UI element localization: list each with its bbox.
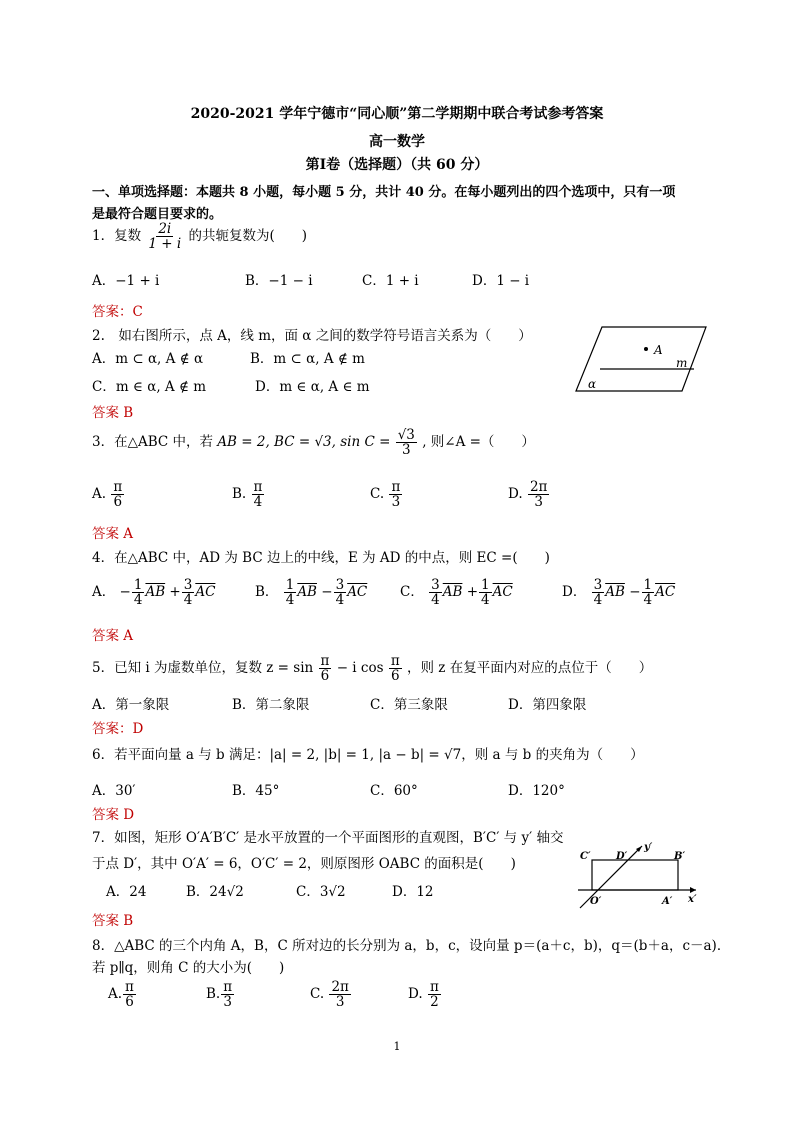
label-d-prime: D′ xyxy=(616,851,628,862)
page-number: 1 xyxy=(393,1040,401,1053)
q6-answer: 答案 D xyxy=(92,807,135,823)
q4-d-label: D． xyxy=(562,584,587,601)
q4-a-label: A． xyxy=(92,584,116,601)
q8-d-num: π xyxy=(429,979,439,995)
q8-option-a xyxy=(108,980,137,1009)
q2-option-c: C．m ∈ α, A ∉ m xyxy=(92,379,207,395)
q5-option-d: D．第四象限 xyxy=(508,697,587,713)
label-b-prime: B′ xyxy=(674,851,686,862)
q4-answer: 答案 A xyxy=(92,628,134,644)
q8-option-d xyxy=(408,980,442,1009)
q3-c-label: C. xyxy=(370,486,385,503)
page-subtitle: 高一数学 xyxy=(369,134,425,150)
q7-stem-line2: 于点 D′，其中 O′A′ = 6，O′C′ = 2，则原图形 OABC 的面积是( ) xyxy=(92,856,516,872)
q6-option-d: D．120° xyxy=(508,783,565,799)
q2-option-a: A．m ⊂ α, A ∉ α xyxy=(92,351,204,367)
instructions-line2: 是最符合题目要求的。 xyxy=(92,207,223,222)
q1-option-c: C．1 + i xyxy=(362,273,419,289)
q3-condition: AB = 2, BC = √3, sin C = xyxy=(217,434,391,451)
q8-c-num: 2π xyxy=(331,979,349,995)
q8-a-label: A. xyxy=(108,986,123,1003)
q8-b-num: π xyxy=(223,979,233,995)
q5-option-b: B．第二象限 xyxy=(232,697,310,713)
q8-stem-line1: 8．△ABC 的三个内角 A，B，C 所对边的长分别为 a，b，c，设向量 p＝(a＋c，b)，q＝(b＋a，c－a)． xyxy=(92,938,731,954)
q1-option-a: A．−1 + i xyxy=(92,273,160,289)
q4-a-d1: 4 xyxy=(133,592,143,609)
q3-option-b xyxy=(232,480,265,509)
q7-oblique-figure xyxy=(574,838,700,912)
q3-answer: 答案 A xyxy=(92,526,134,542)
q4-d-n2: 1 xyxy=(643,577,653,593)
q4-c-d1: 4 xyxy=(431,592,440,609)
point-a-label: A xyxy=(654,343,663,357)
q3-d-num: 2π xyxy=(529,479,548,495)
q8-option-b xyxy=(206,980,235,1009)
q3-d-den: 3 xyxy=(534,494,543,511)
q1-fraction xyxy=(146,222,183,251)
q3-option-d xyxy=(508,480,550,509)
q7-option-d: D．12 xyxy=(392,884,434,900)
q3-a-den: 6 xyxy=(113,494,123,511)
label-o-prime: O′ xyxy=(590,896,602,907)
q5-frac1-num: π xyxy=(320,653,330,669)
q4-c-n1: 3 xyxy=(431,577,440,593)
q8-d-den: 2 xyxy=(430,994,439,1011)
point-a-dot xyxy=(644,347,648,351)
q5-answer: 答案：D xyxy=(92,721,144,737)
q1-suffix: 的共轭复数为( ) xyxy=(188,228,308,245)
q4-b-n2: 3 xyxy=(335,577,345,593)
q2-option-b: B．m ⊂ α, A ∉ m xyxy=(250,351,365,367)
q7-option-a: A．24 xyxy=(106,884,147,900)
q3-c-num: π xyxy=(391,479,401,495)
page-title: 2020-2021 学年宁德市“同心顺”第二学期期中联合考试参考答案 xyxy=(190,106,604,122)
line-m-label: m xyxy=(676,356,688,370)
q2-stem: 2. 如右图所示，点 A，线 m，面 α 之间的数学符号语言关系为（ ） xyxy=(92,328,532,344)
q4-option-a xyxy=(92,578,215,607)
q8-a-num: π xyxy=(125,979,134,995)
q8-c-den: 3 xyxy=(335,994,345,1011)
q5-mid: − i cos xyxy=(336,660,384,677)
q4-a-sign1: − xyxy=(119,584,131,601)
q7-option-b: B．24√2 xyxy=(186,884,244,900)
q5-option-a: A．第一象限 xyxy=(92,697,170,713)
rectangle-oabc xyxy=(592,860,678,890)
q4-c-n2: 1 xyxy=(481,577,490,593)
q4-d-v2: $\overline{AC}$ xyxy=(655,584,676,601)
q4-d-v1: $\overline{AB}$ xyxy=(605,584,625,601)
label-x-prime: x′ xyxy=(688,894,697,905)
q4-b-d2: 4 xyxy=(335,592,345,609)
q6-option-b: B．45° xyxy=(232,783,280,799)
q5-frac2-den: 6 xyxy=(390,668,400,685)
q1-frac-den: 1 + i xyxy=(148,236,182,253)
q3-b-den: 4 xyxy=(253,494,263,511)
label-y-prime: y′ xyxy=(644,842,653,853)
q4-c-d2: 4 xyxy=(481,592,490,609)
q4-option-d xyxy=(562,578,675,607)
q4-c-v1: $\overline{AB}$ xyxy=(442,584,463,601)
q4-a-n1: 1 xyxy=(133,577,143,593)
q4-c-sign2: + xyxy=(466,584,479,601)
q4-b-sign2: − xyxy=(321,584,333,601)
q3-stem xyxy=(92,428,535,457)
q8-a-den: 6 xyxy=(125,994,134,1011)
q4-option-c xyxy=(400,578,513,607)
q8-stem-line2: 若 p∥q，则角 C 的大小为( ) xyxy=(92,960,285,976)
q3-frac-den: 3 xyxy=(401,442,411,459)
instructions-line1: 一、单项选择题：本题共 8 小题，每小题 5 分，共计 40 分。在每小题列出的四个选项中，只有一项 xyxy=(92,185,676,200)
q8-option-c xyxy=(310,980,352,1009)
label-a-prime: A′ xyxy=(662,896,673,907)
q4-a-d2: 4 xyxy=(183,592,193,609)
q3-option-a xyxy=(92,480,125,509)
q5-suffix: ，则 z 在复平面内对应的点位于（ ） xyxy=(407,660,653,677)
q4-c-v2: $\overline{AC}$ xyxy=(492,584,513,601)
q4-d-d2: 4 xyxy=(643,592,653,609)
q4-d-sign2: − xyxy=(629,584,641,601)
q3-d-label: D. xyxy=(508,486,523,503)
q7-answer: 答案 B xyxy=(92,913,134,929)
q4-b-d1: 4 xyxy=(285,592,295,609)
q3-a-label: A. xyxy=(92,486,107,503)
q3-suffix: , 则∠A =（ ） xyxy=(422,434,535,451)
q3-b-label: B. xyxy=(232,486,247,503)
x-axis-arrow xyxy=(690,887,696,893)
q1-option-b: B．−1 − i xyxy=(245,273,313,289)
q4-b-v2: $\overline{AC}$ xyxy=(347,584,368,601)
plane-alpha-label: α xyxy=(588,377,597,391)
q7-stem-line1: 7．如图，矩形 O′A′B′C′ 是水平放置的一个平面图形的直观图，B′C′ 与 y′ 轴交 xyxy=(92,830,564,846)
q3-a-num: π xyxy=(113,479,123,495)
q3-b-num: π xyxy=(253,479,263,495)
q5-stem xyxy=(92,654,652,683)
q4-stem: 4．在△ABC 中，AD 为 BC 边上的中线，E 为 AD 的中点，则 EC =( ) xyxy=(92,550,550,566)
label-c-prime: C′ xyxy=(580,851,591,862)
q4-b-n1: 1 xyxy=(285,577,295,593)
q1-option-d: D．1 − i xyxy=(472,273,530,289)
q4-option-b xyxy=(255,578,367,607)
q4-b-label: B． xyxy=(255,584,279,601)
q2-plane-figure xyxy=(570,323,710,395)
q3-frac-num: √3 xyxy=(397,427,415,443)
section-title: 第Ⅰ卷（选择题）（共 60 分） xyxy=(305,157,489,173)
q1-frac-num: 2i xyxy=(158,221,172,237)
q8-b-label: B. xyxy=(206,986,221,1003)
q8-b-den: 3 xyxy=(223,994,232,1011)
q4-d-n1: 3 xyxy=(593,577,603,593)
q6-option-a: A．30′ xyxy=(92,783,136,799)
q5-frac2-num: π xyxy=(390,653,400,669)
q8-c-label: C. xyxy=(310,986,325,1003)
q4-b-v1: $\overline{AB}$ xyxy=(297,584,317,601)
q1-answer: 答案：C xyxy=(92,304,143,320)
q3-prefix: 3．在△ABC 中，若 xyxy=(92,434,214,451)
q4-a-n2: 3 xyxy=(183,577,193,593)
q4-c-label: C． xyxy=(400,584,424,601)
q4-a-v2: $\overline{AC}$ xyxy=(195,584,216,601)
q2-answer: 答案 B xyxy=(92,405,134,421)
q5-prefix: 5．已知 i 为虚数单位，复数 z = sin xyxy=(92,660,314,677)
q4-a-sign2: + xyxy=(169,584,181,601)
q6-stem: 6．若平面向量 a 与 b 满足：|a| = 2, |b| = 1, |a − b| = √7，则 a 与 b 的夹角为（ ） xyxy=(92,747,644,763)
q4-d-d1: 4 xyxy=(593,592,603,609)
q5-option-c: C．第三象限 xyxy=(370,697,448,713)
q4-a-v1: $\overline{AB}$ xyxy=(145,584,166,601)
q3-c-den: 3 xyxy=(391,494,401,511)
q7-option-c: C．3√2 xyxy=(296,884,346,900)
q3-option-c xyxy=(370,480,403,509)
q2-option-d: D．m ∈ α, A ∈ m xyxy=(255,379,370,395)
q1-prefix: 1．复数 xyxy=(92,228,142,245)
q5-frac1-den: 6 xyxy=(320,668,330,685)
q3-fraction xyxy=(396,428,417,457)
q8-d-label: D. xyxy=(408,986,423,1003)
q1-stem xyxy=(92,222,307,251)
q6-option-c: C．60° xyxy=(370,783,418,799)
